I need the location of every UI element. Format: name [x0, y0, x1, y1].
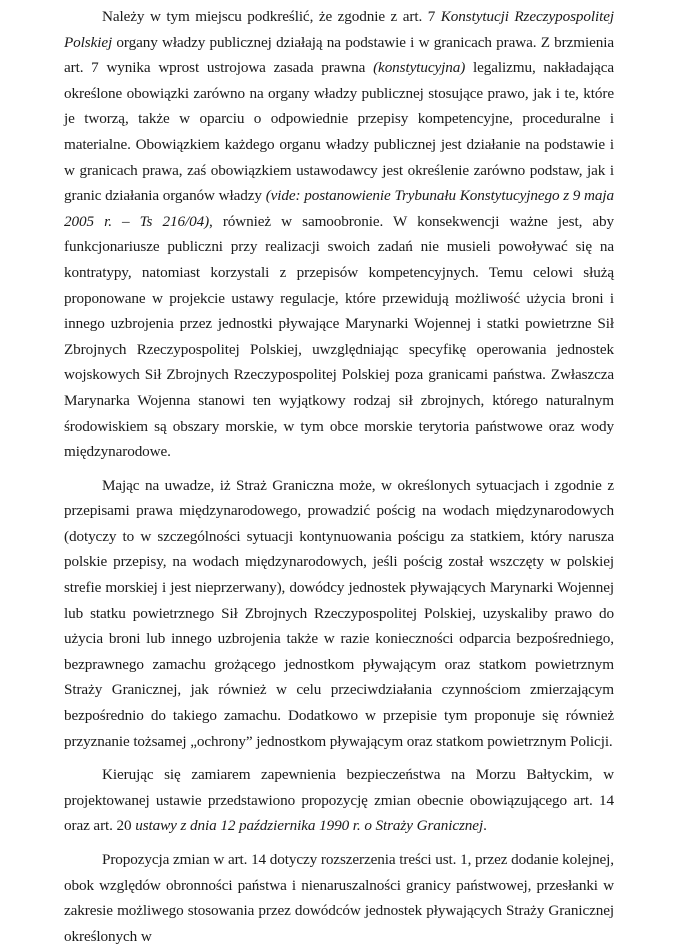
text-run: organy władzy publicznej działają na podstawie i w granicach prawa. Z brzmienia art. 7 wynika wprost ustrojowa zasada prawna	[64, 33, 614, 77]
text-run: Propozycja zmian w art. 14 dotyczy rozszerzenia treści ust. 1, przez dodanie kolejnej, obok względów obronności państwa i nienaruszalności granicy państwowej, przesłanki w zakresie możliwego stosowania przez dowódców jednostek pływających Straży Granicznej określonych w	[64, 851, 614, 945]
text-run: Należy w tym miejscu podkreślić, że zgodnie z art. 7	[102, 8, 441, 25]
italic-citation: (konstytucyjna)	[373, 59, 466, 77]
italic-citation: Konstytucji Rzeczypospolitej Polskiej	[64, 8, 615, 51]
italic-citation: (vide: postanowienie Trybunału Konstytucyjnego z 9 maja 2005 r. – Ts 216/04)	[64, 187, 614, 230]
paragraph-article-14-changes	[64, 847, 614, 949]
text-run: Kierując się zamiarem zapewnienia bezpieczeństwa na Morzu Bałtyckim, w projektowanej ustawie przedstawiono propozycję zmian obecnie obowiązującego art. 14 oraz art. 20	[64, 766, 614, 835]
paragraph-constitution-legalism	[64, 4, 614, 465]
text-run: .	[483, 817, 487, 835]
paragraph-baltic-security	[64, 762, 614, 839]
text-run: legalizmu, nakładająca określone obowiązki zarówno na organy władzy publicznej stosujące prawo, jak i te, które je tworzą, także w oparciu o odpowiednie przepisy kompetencyjne, proceduralne i materialne. Obowiązkiem każdego organu władzy publicznej jest działanie na podstawie i w granicach prawa, zaś obowiązkiem ustawodawcy jest określenie zarówno podstaw, jak i granic działania organów władzy	[64, 59, 614, 205]
italic-citation: ustawy z dnia 12 października 1990 r. o Straży Granicznej	[135, 817, 484, 835]
paragraph-border-guard-pursuit	[64, 473, 614, 755]
text-run: Mając na uwadze, iż Straż Graniczna może, w określonych sytuacjach i zgodnie z przepisami prawa międzynarodowego, prowadzić pościg na wodach międzynarodowych (dotyczy to w szczególności sytuacji kontynuowania pościgu za statkiem, który narusza polskie przepisy, na wodach międzynarodowych, jeśli pościg został wszczęty w polskiej strefie morskiej i jest nieprzerwany), dowódcy jednostek pływających Marynarki Wojennej lub statku powietrznego Sił Zbrojnych Rzeczypospolitej Polskiej, uzyskaliby prawo do użycia broni lub innego uzbrojenia także w razie konieczności odparcia bezpośredniego, bezprawnego zamachu grożącego jednostkom pływającym oraz statkom powietrznym Straży Granicznej, jak również w celu przeciwdziałania czynnościom zmierzającym bezpośrednio do takiego zamachu. Dodatkowo w przepisie tym proponuje się również przyznanie tożsamej „ochrony” jednostkom pływającym oraz statkom powietrznym Policji.	[64, 476, 614, 750]
text-run: , również w samoobronie. W konsekwencji ważne jest, aby funkcjonariusze publiczni przy realizacji swoich zadań nie musieli powoływać się na kontratypy, natomiast korzystali z przepisów kompetencyjnych. Temu celowi służą proponowane w projekcie ustawy regulacje, które przewidują możliwość użycia broni i innego uzbrojenia przez jednostki pływające Marynarki Wojennej i statki powietrzne Sił Zbrojnych Rzeczypospolitej Polskiej, uwzględniając specyfikę operowania jednostek wojskowych Sił Zbrojnych Rzeczypospolitej Polskiej poza granicami państwa. Zwłaszcza Marynarka Wojenna stanowi ten wyjątkowy rodzaj sił zbrojnych, którego naturalnym środowiskiem są obszary morskie, w tym obce morskie terytoria państwowe oraz wody międzynarodowe.	[64, 212, 614, 461]
